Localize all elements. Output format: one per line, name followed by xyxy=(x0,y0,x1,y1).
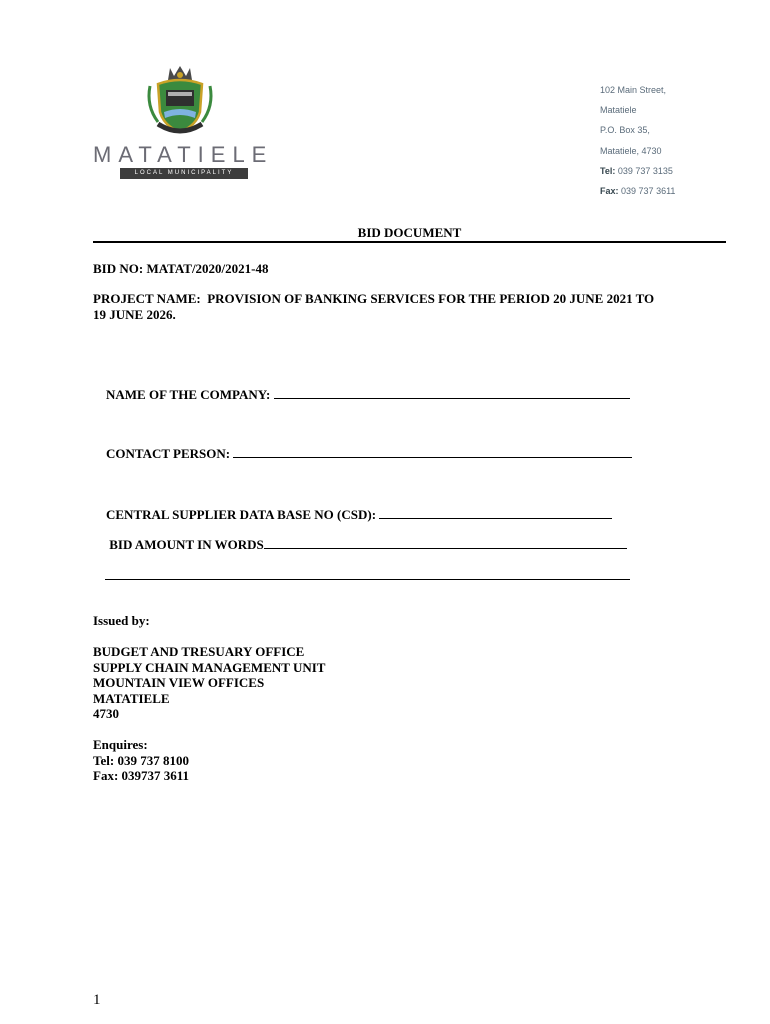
address-block xyxy=(600,80,760,201)
issuer-address xyxy=(93,644,325,722)
issuer-line: SUPPLY CHAIN MANAGEMENT UNIT xyxy=(93,659,326,675)
address-fax-label: Fax: xyxy=(600,186,619,197)
issuer-line: MATATIELE xyxy=(93,690,170,706)
issued-by-label: Issued by: xyxy=(93,613,150,628)
bid-amount-label: BID AMOUNT IN WORDS xyxy=(106,537,264,552)
page-number: 1 xyxy=(93,992,101,1008)
csd-label: CENTRAL SUPPLIER DATA BASE NO (CSD): xyxy=(106,507,380,522)
enquiries-tel: Tel: 039 737 8100 xyxy=(93,752,189,768)
project-name-line-1: PROJECT NAME: PROVISION OF BANKING SERVICES FOR THE PERIOD 20 JUNE 2021 TO xyxy=(93,291,655,306)
bid-amount-row xyxy=(93,520,627,569)
address-tel xyxy=(600,161,760,181)
bid-amount-blank[interactable] xyxy=(264,536,627,549)
csd-blank[interactable] xyxy=(379,506,612,519)
enquiries-block xyxy=(93,737,189,784)
address-tel-value: 039 737 3135 xyxy=(617,165,673,176)
address-po-box: P.O. Box 35, xyxy=(600,125,650,136)
company-name-blank[interactable] xyxy=(274,386,630,399)
enquiries-fax: Fax: 039737 3611 xyxy=(93,768,190,783)
contact-person-row xyxy=(93,429,632,478)
address-town: Matatiele xyxy=(600,105,637,116)
enquiries-label: Enquires: xyxy=(93,737,148,752)
company-name-row xyxy=(93,370,630,419)
address-postal: Matatiele, 4730 xyxy=(600,145,662,156)
issuer-line: BUDGET AND TRESUARY OFFICE xyxy=(93,644,305,659)
issuer-line: 4730 xyxy=(93,706,119,721)
address-fax-value: 039 737 3611 xyxy=(621,186,676,197)
logo-subtitle: LOCAL MUNICIPALITY xyxy=(120,168,248,179)
logo-wordmark: MATATIELE xyxy=(93,142,274,167)
project-name-line-2: 19 JUNE 2026. xyxy=(93,307,176,322)
address-fax xyxy=(600,181,760,201)
document-title: BID DOCUMENT xyxy=(357,225,462,240)
address-street: 102 Main Street, xyxy=(600,85,667,95)
address-tel-label: Tel: xyxy=(600,165,616,176)
municipal-crest-icon xyxy=(140,62,220,142)
title-divider xyxy=(93,241,726,243)
contact-person-label: CONTACT PERSON: xyxy=(106,446,234,461)
company-name-label: NAME OF THE COMPANY: xyxy=(106,387,274,402)
bid-number: BID NO: MATAT/2020/2021-48 xyxy=(93,261,269,276)
issuer-line: MOUNTAIN VIEW OFFICES xyxy=(93,675,265,690)
contact-person-blank[interactable] xyxy=(233,445,632,458)
bid-amount-continuation-blank[interactable] xyxy=(105,567,630,580)
